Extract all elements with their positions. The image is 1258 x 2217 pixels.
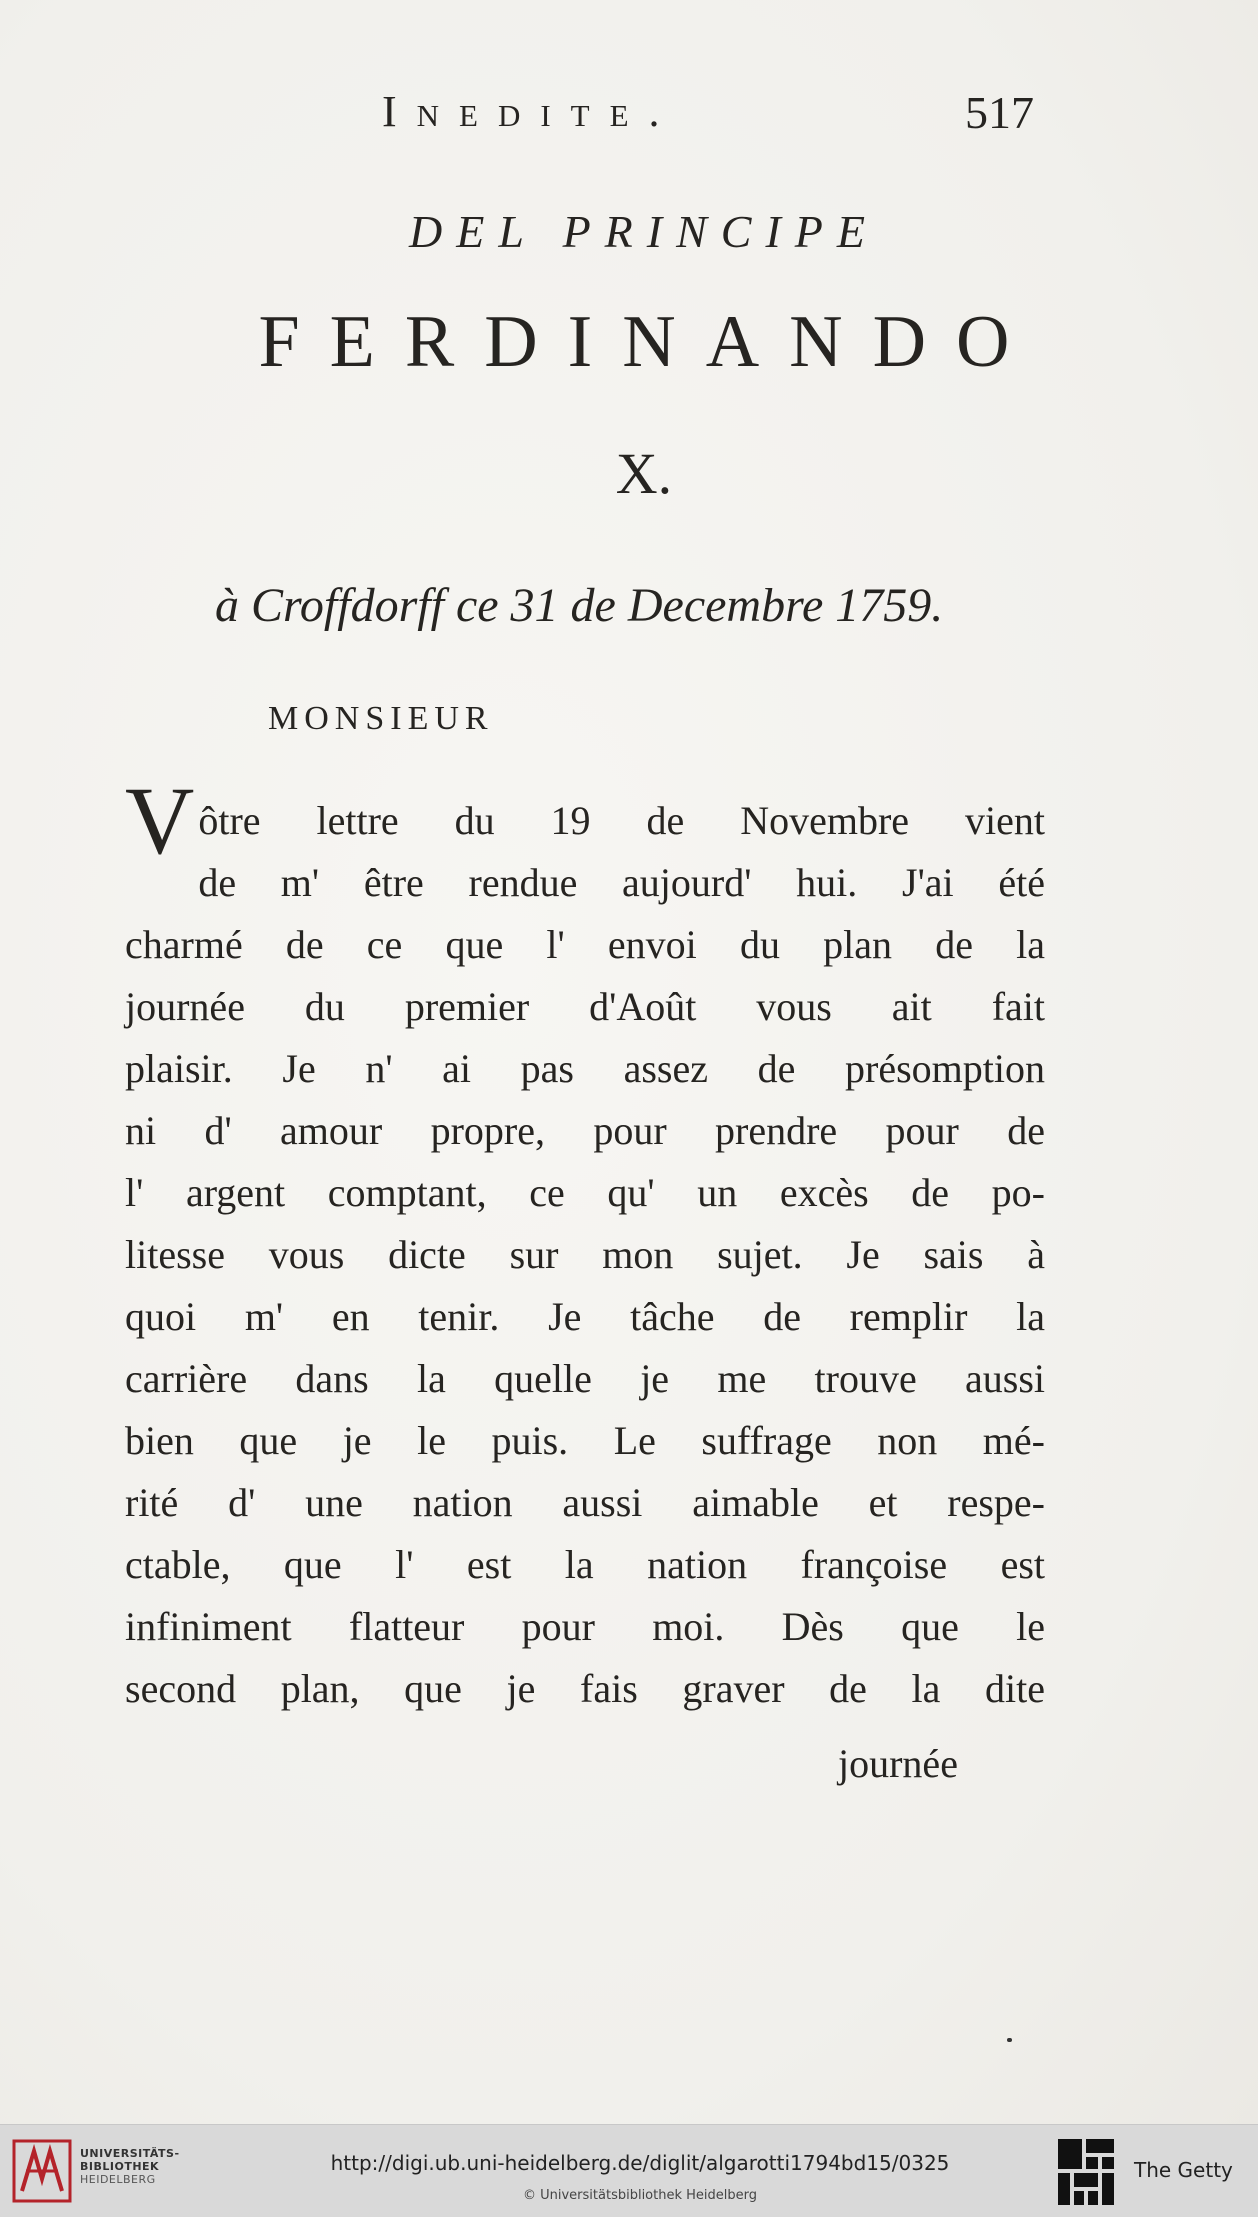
body-line: infiniment flatteur pour moi. Dès que le [125,1604,1045,1649]
library-name: UNIVERSITÄTS- BIBLIOTHEK HEIDELBERG [80,2147,180,2186]
dateline: à Croffdorff ce 31 de Decembre 1759. [215,579,944,632]
heading-number: X. [615,441,673,506]
getty-logo-icon [1058,2139,1114,2205]
ink-speck [1007,2038,1012,2042]
body-line: bien que je le puis. Le suffrage non mé- [125,1418,1045,1463]
body-line: plaisir. Je n' ai pas assez de présomption [125,1046,1045,1091]
running-head [0,86,1258,146]
heading-name: FERDINANDO [258,301,1040,383]
body-line: rité d' une nation aussi aimable et respe- [125,1480,1045,1525]
body-line: de m' être rendue aujourd' hui. J'ai été [198,860,1045,905]
body-line: ctable, que l' est la nation françoise est [125,1542,1045,1587]
body-line: ôtre lettre du 19 de Novembre vient [198,798,1045,843]
body-line: charmé de ce que l' envoi du plan de la [125,922,1045,967]
permalink-url[interactable]: http://digi.ub.uni-heidelberg.de/diglit/algarotti1794bd15/0325 [330,2151,950,2175]
body-line: second plan, que je fais graver de la dite [125,1666,1045,1711]
university-library-logo-icon [12,2139,72,2203]
page-number: 517 [965,87,1034,138]
body-line: ni d' amour propre, pour prendre pour de [125,1108,1045,1153]
body-line: carrière dans la quelle je me trouve aussi [125,1356,1045,1401]
letter-body [125,767,1045,1720]
heading-from: DEL PRINCIPE [409,206,879,257]
drop-cap: V [125,767,195,874]
body-line: journée du premier d'Août vous ait fait [125,984,1045,1029]
running-head-title: Inedite. [382,87,680,136]
partner-name: The Getty [1134,2158,1233,2182]
copyright-notice: © Universitätsbibliothek Heidelberg [522,2188,757,2203]
viewer-footer [0,2124,1258,2217]
body-line: litesse vous dicte sur mon sujet. Je sais à [125,1232,1045,1277]
salutation: MONSIEUR [268,700,494,737]
body-line: quoi m' en tenir. Je tâche de remplir la [125,1294,1045,1339]
catchword: journée [838,1741,958,1786]
body-line: l' argent comptant, ce qu' un excès de po- [125,1170,1045,1215]
